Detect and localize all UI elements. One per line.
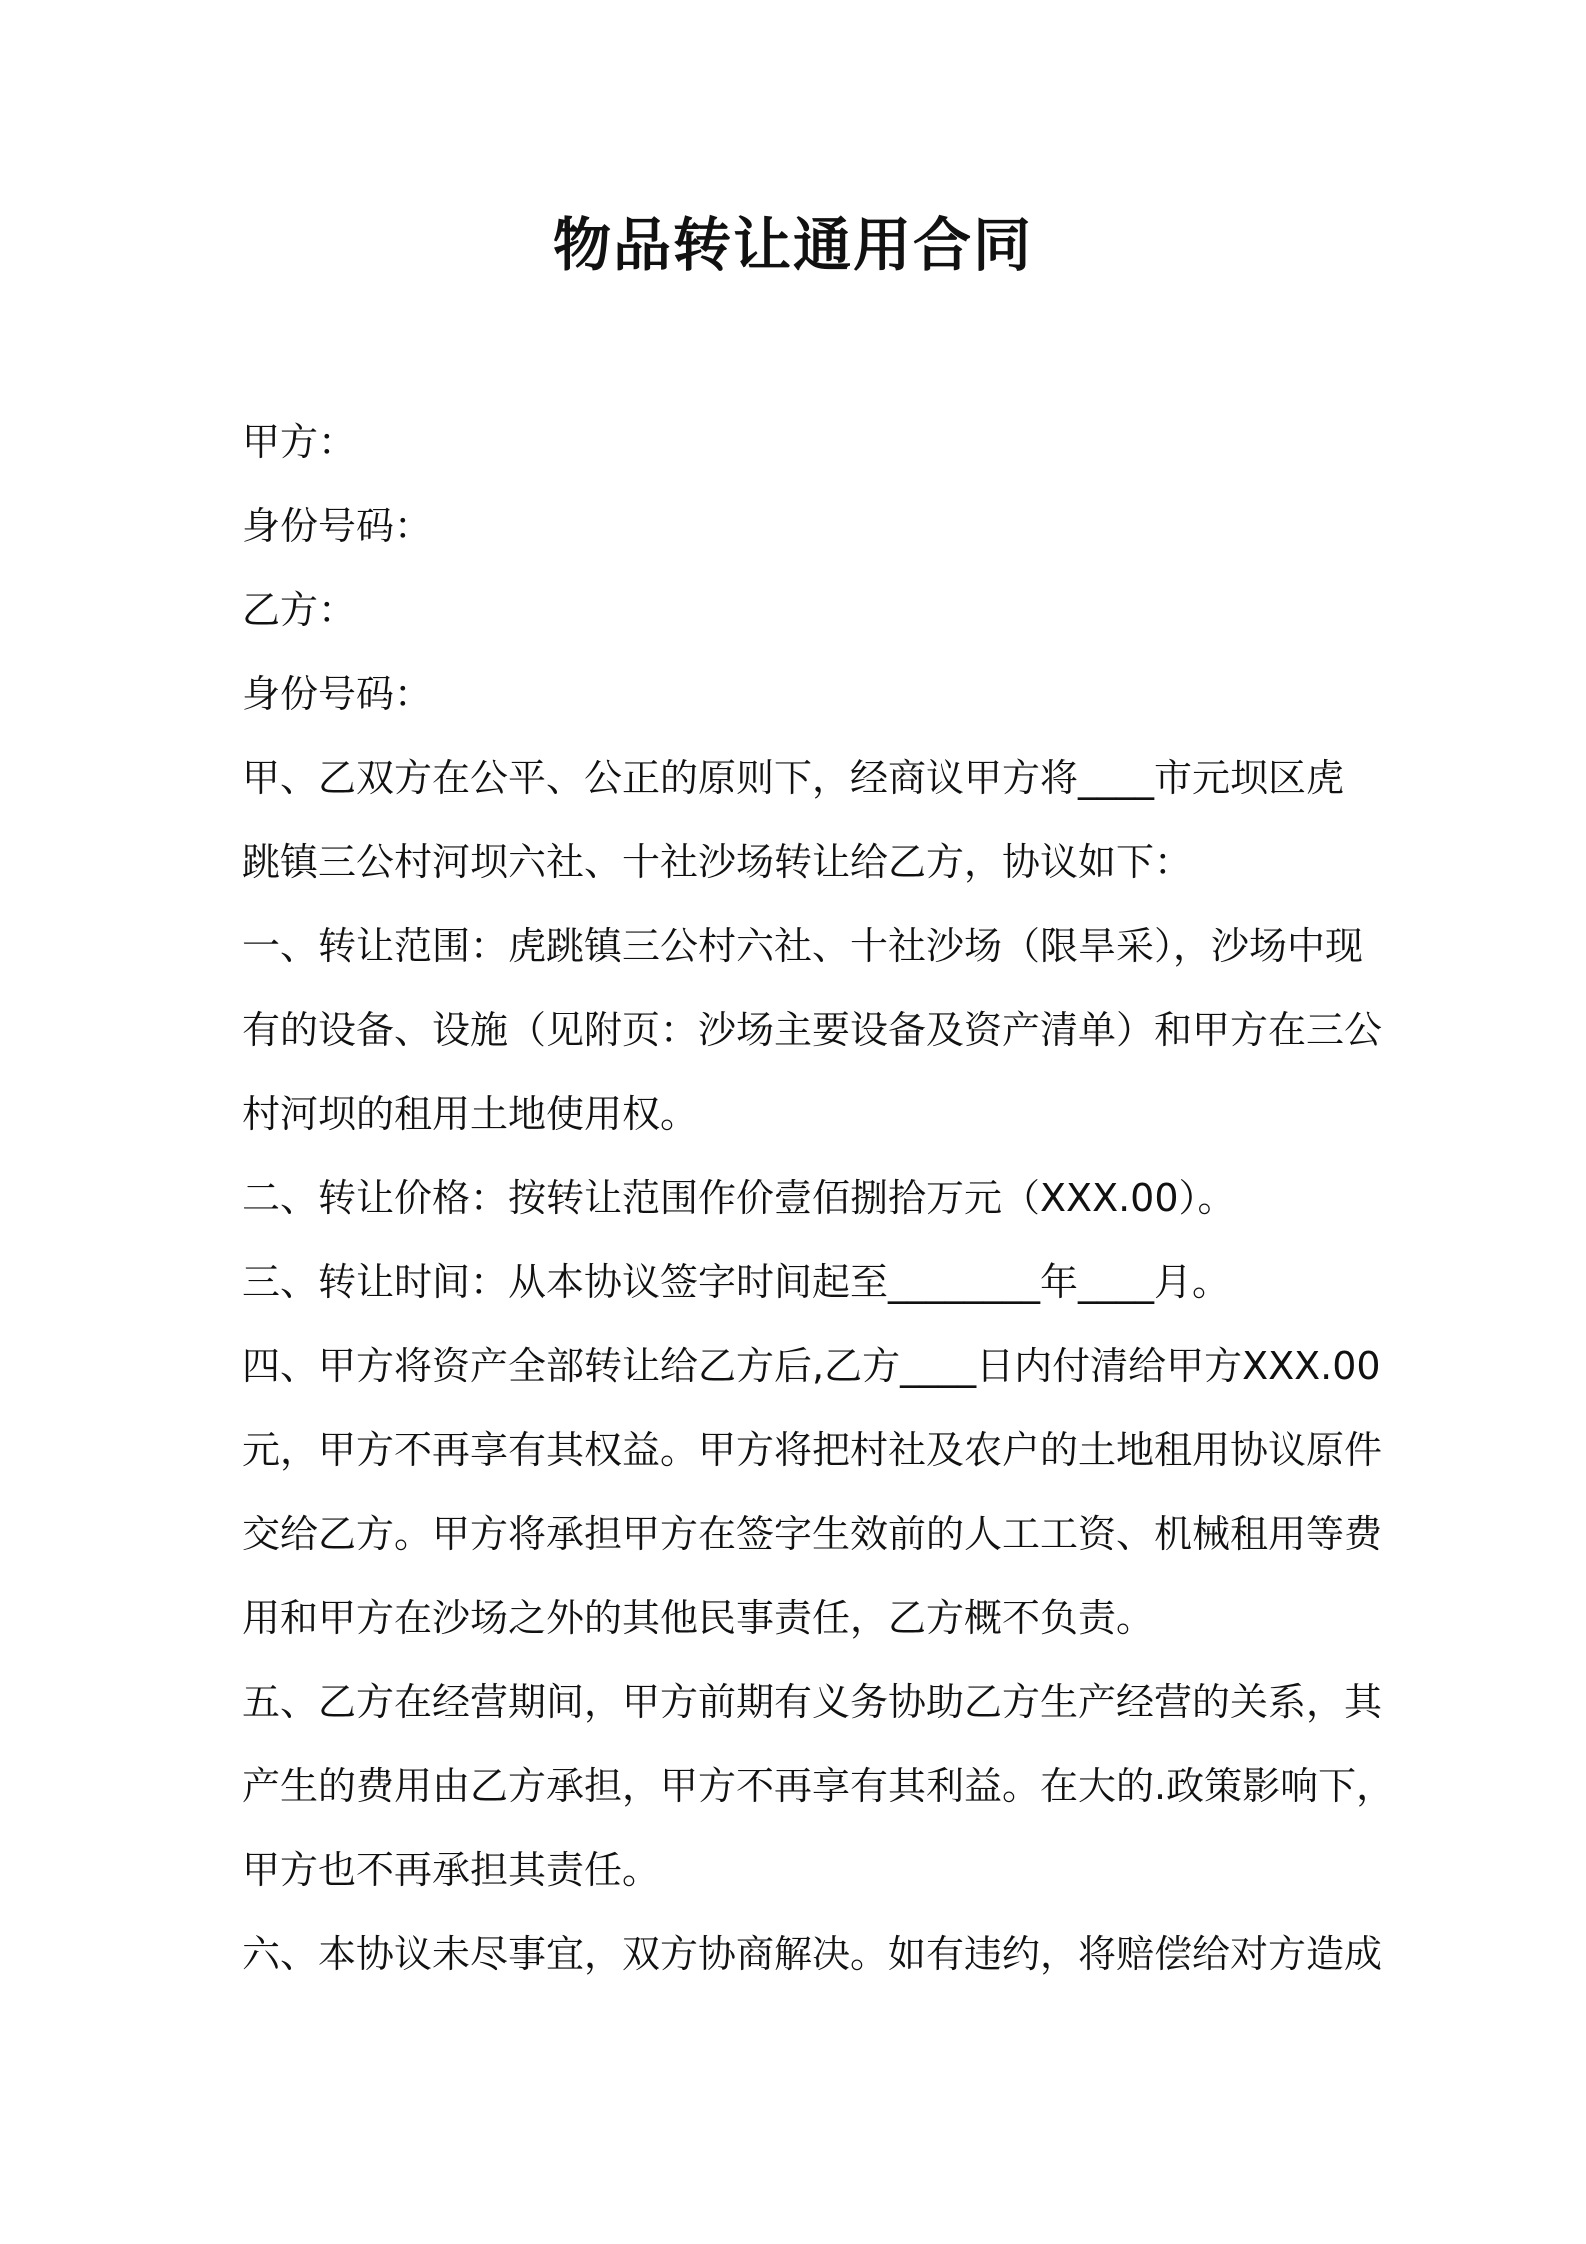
clause-2-line-1: 二、转让价格：按转让范围作价壹佰捌拾万元（XXX.00）。 (242, 1176, 1236, 1220)
party-a-label: 甲方： (242, 420, 357, 464)
clause-5-line-2: 产生的费用由乙方承担，甲方不再享有其利益。在大的.政策影响下， (242, 1764, 1395, 1808)
party-b-label: 乙方： (242, 588, 357, 632)
clause-5-line-1: 五、乙方在经营期间，甲方前期有义务协助乙方生产经营的关系，其 (242, 1680, 1383, 1724)
clause-3-line-1: 三、转让时间：从本协议签字时间起至________年____月。 (242, 1260, 1231, 1304)
clause-1-line-1: 一、转让范围：虎跳镇三公村六社、十社沙场（限旱采），沙场中现 (242, 924, 1364, 968)
clause-4-line-3: 交给乙方。甲方将承担甲方在签字生效前的人工工资、机械租用等费 (242, 1512, 1383, 1556)
preamble-line-2: 跳镇三公村河坝六社、十社沙场转让给乙方，协议如下： (242, 840, 1193, 884)
party-b-id-label: 身份号码： (242, 672, 433, 716)
document-body (242, 400, 1395, 1996)
clause-4-line-2: 元，甲方不再享有其权益。甲方将把村社及农户的土地租用协议原件 (242, 1428, 1383, 1472)
document-title: 物品转让通用合同 (552, 211, 1033, 279)
clause-1-line-3: 村河坝的租用土地使用权。 (242, 1092, 699, 1136)
clause-4-line-1: 四、甲方将资产全部转让给乙方后,乙方____日内付清给甲方XXX.00 (242, 1344, 1381, 1388)
clause-4-line-4: 用和甲方在沙场之外的其他民事责任，乙方概不负责。 (242, 1596, 1155, 1640)
clause-6-line-1: 六、本协议未尽事宜，双方协商解决。如有违约，将赔偿给对方造成 (242, 1932, 1383, 1976)
clause-1-line-2: 有的设备、设施（见附页：沙场主要设备及资产清单）和甲方在三公 (242, 1008, 1383, 1052)
clause-5-line-3: 甲方也不再承担其责任。 (242, 1848, 661, 1892)
preamble-line-1: 甲、乙双方在公平、公正的原则下，经商议甲方将____市元坝区虎 (242, 756, 1345, 800)
party-a-id-label: 身份号码： (242, 504, 433, 548)
